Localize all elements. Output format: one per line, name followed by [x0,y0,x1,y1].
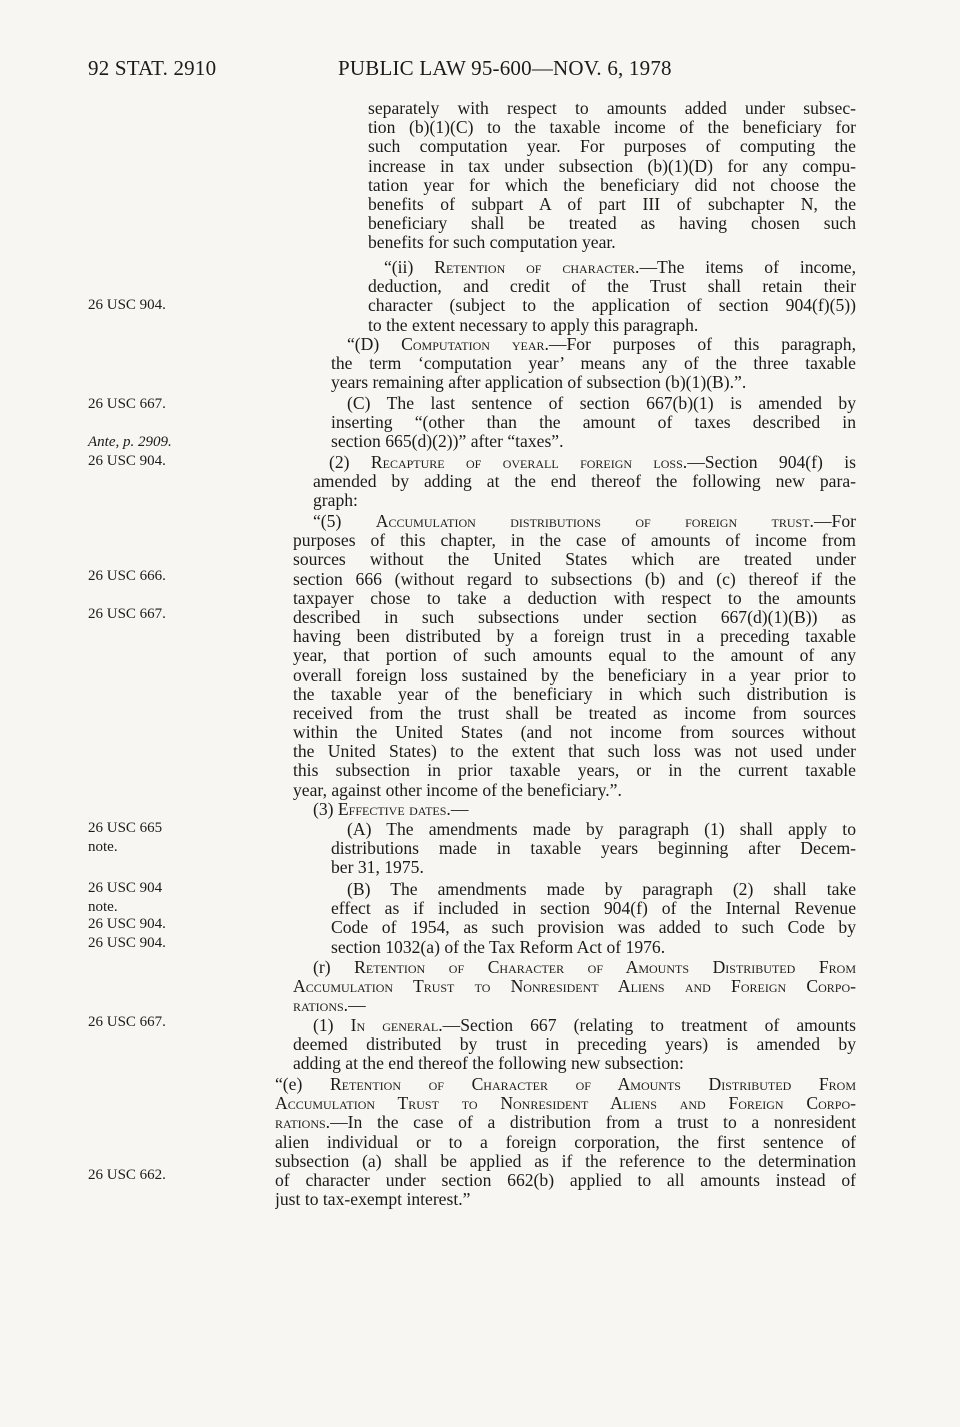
text-line: received from the trust shall be treated as income from sources [293,703,856,723]
public-law-title: PUBLIC LAW 95-600—NOV. 6, 1978 [338,56,672,80]
text-line: such computation year. For purposes of computing the [368,137,856,157]
paragraph-subsection-b1c [368,99,856,253]
text-line: benefits of subpart A of part III of subchapter N, the [368,194,856,214]
text-line: section 665(d)(2))” after “taxes”. [331,432,564,452]
caption-heading: Retention of Character of Amounts Distributed From [329,1075,856,1094]
text-line: separately with respect to amounts added under subsec- [368,99,856,118]
text-line: deemed distributed by trust in preceding years) is amended by [293,1035,856,1055]
text-line: (A) The amendments made by paragraph (1) shall apply to [347,820,856,839]
text-line: rations.— [293,996,366,1016]
caption-heading: Retention of Character of Amounts Distributed From [354,958,856,977]
text-line: the United States) to the extent that such loss was not used under [293,742,856,762]
margin-note: 26 USC 904 [88,880,163,896]
text-line: section 1032(a) of the Tax Reform Act of 1976. [331,937,666,957]
text-line: taxpayer chose to take a deduction with respect to the amounts [293,588,856,608]
margin-note: 26 USC 904. [88,297,166,313]
text-line: this subsection in prior taxable years, or in the current taxable [293,761,856,781]
text-line: just to tax-exempt interest.” [275,1190,471,1210]
paragraph-computation-year [331,335,856,393]
caption-heading: Accumulation distributions of foreign trust. [375,512,814,531]
paragraph-effective-dates-b [331,880,856,957]
text-line: years remaining after application of subsection (b)(1)(B).”. [331,373,747,393]
paragraph-effective-dates-heading [313,800,856,819]
margin-note: note. [88,839,118,855]
text-line: benefits for such computation year. [368,233,616,253]
text-line: section 666 (without regard to subsections (b) and (c) thereof if the [293,569,856,589]
text-line: character (subject to the application of section 904(f)(5)) [368,296,856,316]
text-line: overall foreign loss sustained by the beneficiary in a year prior to [293,665,856,685]
caption-heading: Computation year. [401,335,549,354]
text-line: purposes of this chapter, in the case of amounts of income from [293,531,856,551]
text-line: increase in tax under subsection (b)(1)(D) for any compu- [368,156,856,176]
text-line: effect as if included in section 904(f) of the Internal Revenue [331,899,856,919]
text-line: adding at the end thereof the following new subsection: [293,1054,684,1074]
text-line: rations.—In the case of a distribution from a trust to a nonresident [275,1113,856,1133]
margin-note: note. [88,899,118,915]
text-line: Code of 1954, as such provision was added to such Code by [331,918,856,938]
margin-note: 26 USC 667. [88,606,166,622]
caption-heading: Recapture of overall foreign loss. [370,453,688,472]
paragraph-accumulation-distributions [293,512,856,800]
margin-note: 26 USC 904. [88,935,166,951]
text-line: distributions made in taxable years beginning after Decem- [331,839,856,859]
text-line: (C) The last sentence of section 667(b)(1) is amended by [347,394,856,413]
text-line: (B) The amendments made by paragraph (2) shall take [347,880,856,899]
text-line: (1) In general.—Section 667 (relating to treatment of amounts [313,1016,856,1035]
text-line: the term ‘computation year’ means any of the three taxable [331,354,856,374]
paragraph-in-general [293,1016,856,1074]
caption-heading: Retention of character. [434,258,640,277]
caption-heading: In general. [350,1016,443,1035]
margin-note: 26 USC 667. [88,396,166,412]
text-line: within the United States (and not income from sources without [293,723,856,743]
text-line: (r) Retention of Character of Amounts Distributed From [313,958,856,977]
caption-heading: Effective dates. [337,800,451,819]
text-line: sources without the United States which are treated under [293,550,856,570]
text-line: Accumulation Trust to Nonresident Aliens and Foreign Corpo- [293,977,856,997]
text-line: subsection (a) shall be applied as if the reference to the determination [275,1151,856,1171]
text-line: ber 31, 1975. [331,858,424,878]
paragraph-c [331,394,856,452]
margin-note: 26 USC 667. [88,1014,166,1030]
text-line: graph: [313,491,358,511]
text-line: beneficiary shall be treated as having chosen such [368,214,856,234]
text-line: Accumulation Trust to Nonresident Aliens and Foreign Corpo- [275,1094,856,1114]
text-line: “(e) Retention of Character of Amounts Distributed From [275,1075,856,1094]
text-line: (3) Effective dates.— [313,800,469,819]
text-line: year, against other income of the beneficiary.”. [293,780,622,800]
text-line: alien individual or to a foreign corporation, the first sentence of [275,1132,856,1152]
text-line: “(5) Accumulation distributions of foreign trust.—For [313,512,856,531]
text-line: amended by adding at the end thereof the following new para- [313,472,856,492]
text-line: the taxable year of the beneficiary in which such distribution is [293,684,856,704]
margin-note: 26 USC 904. [88,453,166,469]
paragraph-r-heading [293,958,856,1016]
paragraph-effective-dates-a [331,820,856,878]
margin-note: 26 USC 665 [88,820,163,836]
text-line: tion (b)(1)(C) to the taxable income of the beneficiary for [368,118,856,138]
margin-note: 26 USC 904. [88,916,166,932]
text-line: inserting “(other than the amount of taxes described in [331,413,856,433]
paragraph-subsection-e [275,1075,856,1209]
stat-page-number: 92 STAT. 2910 [88,56,217,80]
text-line: described in such subsections under section 667(d)(1)(B)) as [293,607,856,627]
paragraph-recapture [313,453,856,511]
text-line: tation year for which the beneficiary did not choose the [368,175,856,195]
text-line: of character under section 662(b) applied to all amounts instead of [275,1170,856,1190]
text-line: having been distributed by a foreign trust in a preceding taxable [293,627,856,647]
margin-note: 26 USC 662. [88,1167,166,1183]
margin-note: Ante, p. 2909. [88,434,172,450]
text-line: (2) Recapture of overall foreign loss.—Section 904(f) is [329,453,856,472]
text-line: deduction, and credit of the Trust shall retain their [368,277,856,297]
text-line: to the extent necessary to apply this paragraph. [368,315,699,335]
paragraph-retention-of-character [368,258,856,335]
text-line: “(ii) Retention of character.—The items of income, [384,258,856,277]
margin-note: 26 USC 666. [88,568,166,584]
text-line: “(D) Computation year.—For purposes of this paragraph, [347,335,856,354]
text-line: year, that portion of such amounts equal to the amount of any [293,646,856,666]
